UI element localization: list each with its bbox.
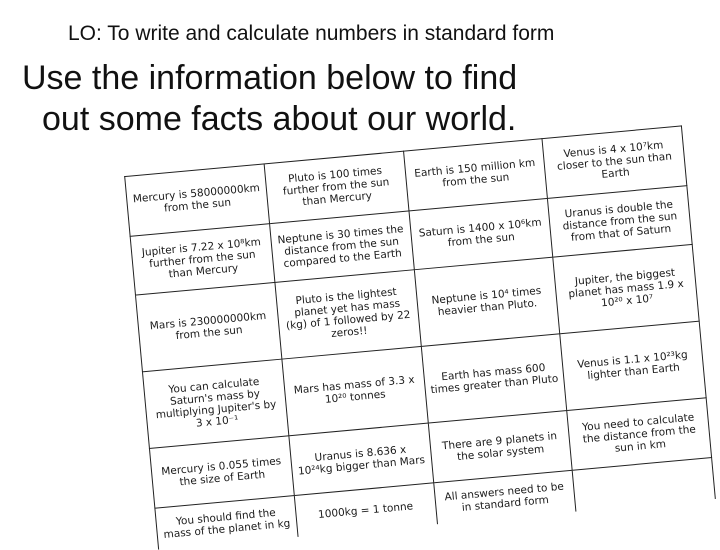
fact-card: Mars has mass of 3.3 x 10²⁰ tonnes bbox=[282, 347, 428, 436]
fact-card: All answers need to be in standard form bbox=[433, 470, 576, 524]
fact-card: Pluto is the lightest planet yet has mass (kg) of 1 followed by 22 zeros!! bbox=[275, 270, 421, 359]
page-heading bbox=[22, 58, 622, 140]
fact-card: There are 9 planets in the solar system bbox=[428, 411, 573, 483]
fact-card: Venus is 4 x 10⁷km closer to the sun than Earth bbox=[542, 126, 687, 198]
fact-card: Neptune is 10⁴ times heavier than Pluto. bbox=[414, 257, 560, 346]
fact-card: Mars is 230000000km from the sun bbox=[136, 283, 282, 372]
learning-objective: LO: To write and calculate numbers in standard form bbox=[68, 22, 555, 45]
fact-card: Jupiter, the biggest planet has mass 1.9 x 10²⁰ x 10⁷ bbox=[553, 245, 699, 334]
fact-card: Mercury is 0.055 times the size of Earth bbox=[149, 436, 294, 508]
fact-card: Jupiter is 7.22 x 10⁸km further from the sun than Mercury bbox=[130, 223, 275, 295]
fact-card: Pluto is 100 times further from the sun than Mercury bbox=[264, 151, 409, 223]
fact-card: Saturn is 1400 x 10⁶km from the sun bbox=[408, 198, 553, 270]
fact-card: Uranus is 8.636 x 10²⁴kg bigger than Mars bbox=[289, 424, 434, 496]
fact-card: You need to calculate the distance from the sun in km bbox=[567, 398, 712, 470]
fact-card: Venus is 1.1 x 10²³kg lighter than Earth bbox=[560, 321, 706, 410]
fact-cards-table bbox=[124, 125, 716, 549]
fact-card: You should find the mass of the planet in kg bbox=[155, 496, 298, 550]
fact-card: Mercury is 58000000km from the sun bbox=[125, 164, 270, 236]
fact-card: You can calculate Saturn's mass by multiplying Jupiter's by 3 x 10⁻¹ bbox=[142, 359, 288, 448]
heading-line-2: out some facts about our world. bbox=[42, 100, 517, 138]
fact-card: Neptune is 30 times the distance from the sun compared to the Earth bbox=[269, 211, 414, 283]
fact-cards-photo bbox=[124, 125, 716, 549]
heading-line-1: Use the information below to find bbox=[22, 59, 518, 97]
fact-card: Earth is 150 million km from the sun bbox=[403, 139, 548, 211]
fact-card: Earth has mass 600 times greater than Pluto bbox=[421, 334, 567, 423]
fact-card: 1000kg = 1 tonne bbox=[294, 483, 437, 537]
fact-card: Uranus is double the distance from the sun from that of Saturn bbox=[548, 185, 693, 257]
